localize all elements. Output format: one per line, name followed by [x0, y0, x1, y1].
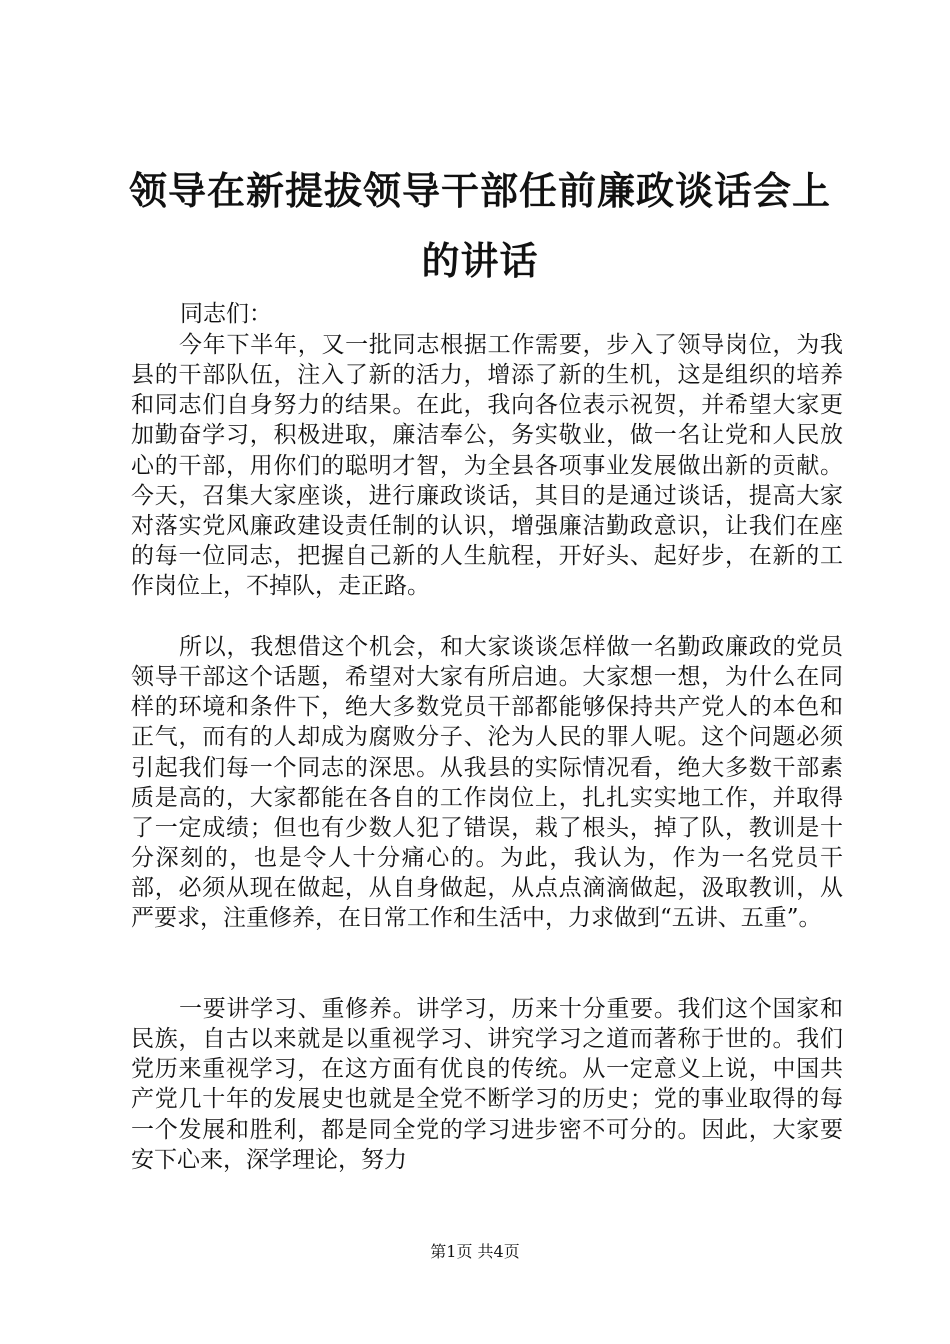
body-paragraph: 所以，我想借这个机会，和大家谈谈怎样做一名勤政廉政的党员领导干部这个话题，希望对大家有所启迪。大家想一想，为什么在同样的环境和条件下，绝大多数党员干部都能够保持共产党人的本色和正气，而有的人却成为腐败分子、沦为人民的罪人呢。这个问题必须引起我们每一个同志的深思。从我县的实际情况看，绝大多数干部素质是高的，大家都能在各自的工作岗位上，扎扎实实地工作，并取得了一定成绩；但也有少数人犯了错误，栽了根头，掉了队，教训是十分深刻的，也是令人十分痛心的。为此，我认为，作为一名党员干部，必须从现在做起，从自身做起，从点点滴滴做起，汲取教训，从严要求，注重修养，在日常工作和生活中，力求做到“五讲、五重”。 [131, 634, 843, 932]
page-number-footer: 第1页 共4页 [430, 1242, 520, 1261]
body-paragraph: 今年下半年，又一批同志根据工作需要，步入了领导岗位，为我县的干部队伍，注入了新的活力，增添了新的生机，这是组织的培养和同志们自身努力的结果。在此，我向各位表示祝贺，并希望大家更加勤奋学习，积极进取，廉洁奉公，务实敬业，做一名让党和人民放心的干部，用你们的聪明才智，为全县各项事业发展做出新的贡献。今天，召集大家座谈，进行廉政谈话，其目的是通过谈话，提高大家对落实党风廉政建设责任制的认识，增强廉洁勤政意识，让我们在座的每一位同志，把握自己新的人生航程，开好头、起好步，在新的工作岗位上，不掉队，走正路。 [131, 332, 843, 600]
body-paragraph: 一要讲学习、重修养。讲学习，历来十分重要。我们这个国家和民族，自古以来就是以重视学习、讲究学习之道而著称于世的。我们党历来重视学习，在这方面有优良的传统。从一定意义上说，中国共产党几十年的发展史也就是全党不断学习的历史；党的事业取得的每一个发展和胜利，都是同全党的学习进步密不可分的。因此，大家要安下心来，深学理论，努力 [131, 996, 843, 1173]
document-title: 领导在新提拔领导干部任前廉政谈话会上的讲话 [128, 168, 831, 283]
salutation: 同志们： [180, 301, 272, 327]
